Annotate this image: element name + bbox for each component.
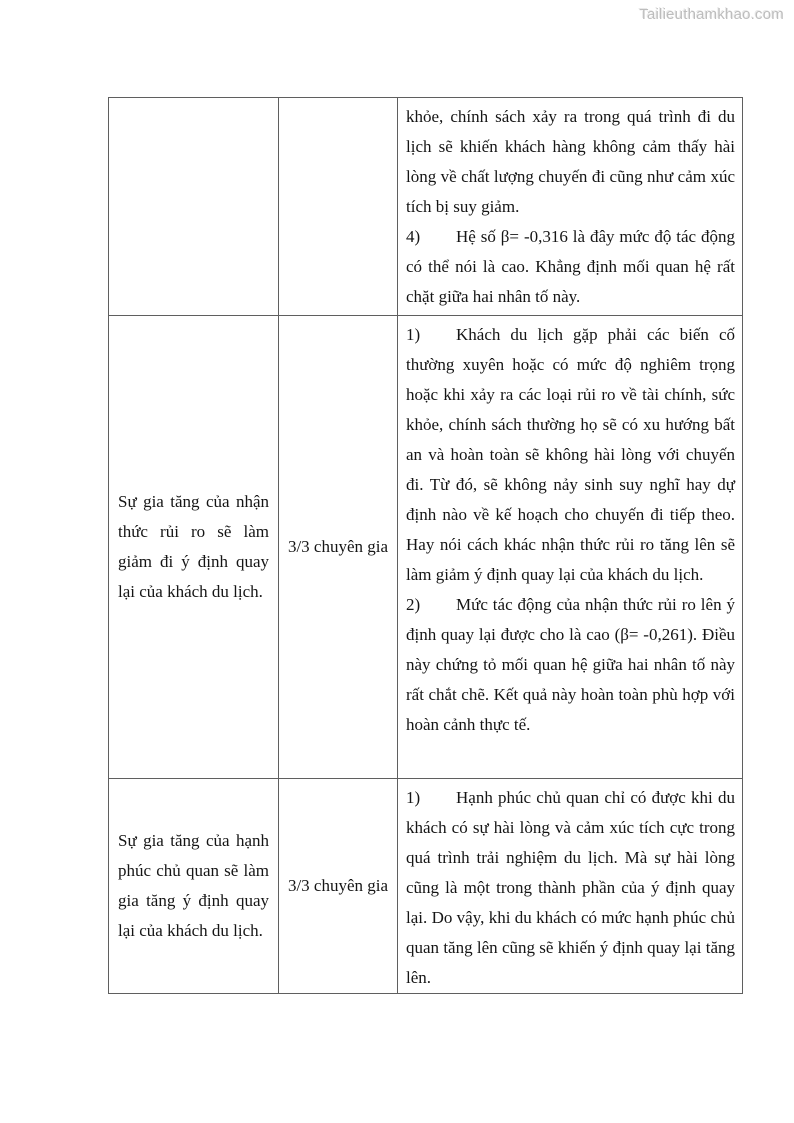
experts-cell: 3/3 chuyên gia [279, 779, 398, 994]
statement-text: Sự gia tăng của nhận thức rủi ro sẽ làm giảm đi ý định quay lại của khách du lịch. [118, 492, 269, 601]
detail-paragraph [406, 783, 735, 993]
detail-text: khỏe, chính sách xảy ra trong quá trình đi du lịch sẽ khiến khách hàng không cảm thấy hài lòng về chất lượng chuyến đi cũng như cảm xúc tích bị suy giảm. [406, 107, 735, 216]
detail-paragraph [406, 590, 735, 740]
detail-text: Hạnh phúc chủ quan chỉ có được khi du khách có sự hài lòng và cảm xúc tích cực trong quá trình trải nghiệm du lịch. Mà sự hài lòng cũng là một trong thành phần của ý định quay lại. Do vậy, khi du khách có mức hạnh phúc chủ quan tăng lên cũng sẽ khiến ý định quay lại tăng lên. [406, 788, 735, 987]
table-row [109, 779, 743, 994]
details-cell [398, 98, 743, 316]
statement-cell [109, 779, 279, 994]
list-number: 1) [406, 325, 421, 344]
statement-cell [109, 316, 279, 779]
details-cell [398, 779, 743, 994]
detail-paragraph [406, 320, 735, 590]
detail-paragraph [406, 222, 735, 312]
detail-paragraph [406, 102, 735, 222]
detail-text: Mức tác động của nhận thức rủi ro lên ý định quay lại được cho là cao (β= -0,261). Điều này chứng tỏ mối quan hệ giữa hai nhân tố này rất chắt chẽ. Kết quả này hoàn toàn phù hợp với hoàn cảnh thực tế. [406, 595, 735, 734]
experts-cell [279, 98, 398, 316]
experts-cell: 3/3 chuyên gia [279, 316, 398, 779]
list-number: 2) [406, 595, 421, 614]
detail-text: Hệ số β= -0,316 là đây mức độ tác động có thể nói là cao. Khẳng định mối quan hệ rất chặt giữa hai nhân tố này. [406, 227, 735, 306]
statement-cell [109, 98, 279, 316]
list-number: 4) [406, 227, 421, 246]
table-row [109, 316, 743, 779]
expert-review-table [108, 97, 743, 994]
statement-text: Sự gia tăng của hạnh phúc chủ quan sẽ làm gia tăng ý định quay lại của khách du lịch. [118, 831, 269, 940]
detail-text: Khách du lịch gặp phải các biến cố thường xuyên hoặc có mức độ nghiêm trọng hoặc khi xảy ra các loại rủi ro về tài chính, sức khỏe, chính sách thường họ sẽ có xu hướng bất an và hoàn toàn sẽ không hài lòng với chuyến đi. Từ đó, sẽ không nảy sinh suy nghĩ hay dự định nào về kế hoạch cho chuyến đi tiếp theo. Hay nói cách khác nhận thức rủi ro tăng lên sẽ làm giảm ý định quay lại của khách du lịch. [406, 325, 735, 584]
list-number: 1) [406, 788, 421, 807]
table-row [109, 98, 743, 316]
watermark: Tailieuthamkhao.com [639, 6, 784, 23]
details-cell [398, 316, 743, 779]
